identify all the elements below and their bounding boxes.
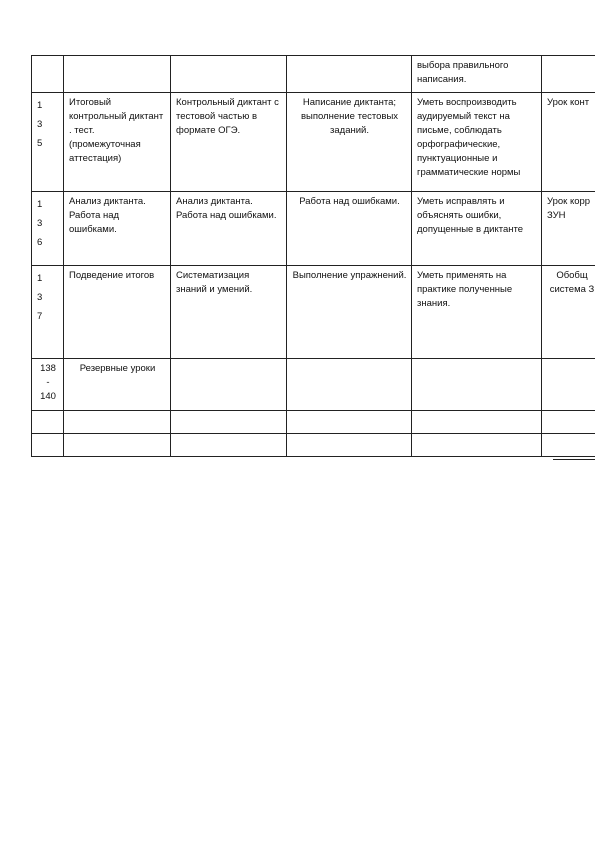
- activity-cell: [287, 359, 412, 411]
- lesson-content-cell: [171, 359, 287, 411]
- table-row: [32, 93, 595, 192]
- activity-cell: [287, 434, 412, 457]
- lesson-number-digit: 6: [37, 237, 43, 248]
- lesson-number-digit: 138: [40, 363, 56, 374]
- lesson-topic-cell: Резервные уроки: [64, 359, 171, 411]
- lesson-type-cell: [542, 359, 595, 411]
- skills-cell: [412, 411, 542, 434]
- lesson-number-cell: [32, 93, 64, 192]
- lesson-type-cell: [542, 434, 595, 457]
- lesson-topic-cell: Итоговый контрольный диктант . тест. (промежуточная аттестация): [64, 93, 171, 192]
- lesson-number-cell: [32, 359, 64, 411]
- lesson-number-cell: [32, 434, 64, 457]
- lesson-number-digit: 3: [37, 292, 43, 303]
- skills-cell: [412, 359, 542, 411]
- lesson-number-cell: [32, 266, 64, 359]
- lesson-number-cell: [32, 192, 64, 266]
- lesson-content-cell: Контрольный диктант с тестовой частью в формате ОГЭ.: [171, 93, 287, 192]
- lesson-number-cell: [32, 411, 64, 434]
- skills-cell: выбора правильного написания.: [412, 56, 542, 93]
- lesson-number-digit: 7: [37, 311, 43, 322]
- lesson-content-cell: Анализ диктанта. Работа над ошибками.: [171, 192, 287, 266]
- lesson-type-cell: [542, 56, 595, 93]
- table-row: [32, 56, 595, 93]
- lesson-number-cell: [32, 56, 64, 93]
- lesson-number-digit: 3: [37, 218, 43, 229]
- activity-cell: [287, 56, 412, 93]
- bottom-rule-line: [553, 459, 595, 460]
- lesson-topic-cell: [64, 56, 171, 93]
- activity-cell: Написание диктанта; выполнение тестовых заданий.: [287, 93, 412, 192]
- lesson-content-cell: [171, 56, 287, 93]
- lesson-plan-table: [31, 55, 595, 457]
- lesson-type-cell: Урок конт: [542, 93, 595, 192]
- lesson-type-cell: Обобщ система З: [542, 266, 595, 359]
- lesson-content-cell: Систематизация знаний и умений.: [171, 266, 287, 359]
- activity-cell: Выполнение упражнений.: [287, 266, 412, 359]
- lesson-number-digit: 5: [37, 138, 43, 149]
- lesson-number-digit: 1: [37, 273, 43, 284]
- lesson-content-cell: [171, 434, 287, 457]
- table-row: [32, 266, 595, 359]
- lesson-type-cell: Урок корр ЗУН: [542, 192, 595, 266]
- lesson-number-digit: 140: [40, 391, 56, 402]
- lesson-topic-cell: Анализ диктанта. Работа над ошибками.: [64, 192, 171, 266]
- lesson-number-digit: 3: [37, 119, 43, 130]
- table-row: [32, 359, 595, 411]
- lesson-content-cell: [171, 411, 287, 434]
- skills-cell: Уметь воспроизводить аудируемый текст на письме, соблюдать орфографические, пунктуационные и грамматические нормы: [412, 93, 542, 192]
- lesson-number-digit: 1: [37, 100, 43, 111]
- activity-cell: [287, 411, 412, 434]
- skills-cell: Уметь исправлять и объяснять ошибки, допущенные в диктанте: [412, 192, 542, 266]
- lesson-type-cell: [542, 411, 595, 434]
- lesson-number-digit: -: [46, 377, 50, 388]
- skills-cell: Уметь применять на практике полученные знания.: [412, 266, 542, 359]
- lesson-topic-cell: Подведение итогов: [64, 266, 171, 359]
- skills-cell: [412, 434, 542, 457]
- lesson-number-digit: 1: [37, 199, 43, 210]
- activity-cell: Работа над ошибками.: [287, 192, 412, 266]
- table-row: [32, 192, 595, 266]
- lesson-topic-cell: [64, 434, 171, 457]
- table-row: [32, 411, 595, 434]
- lesson-topic-cell: [64, 411, 171, 434]
- table-row: [32, 434, 595, 457]
